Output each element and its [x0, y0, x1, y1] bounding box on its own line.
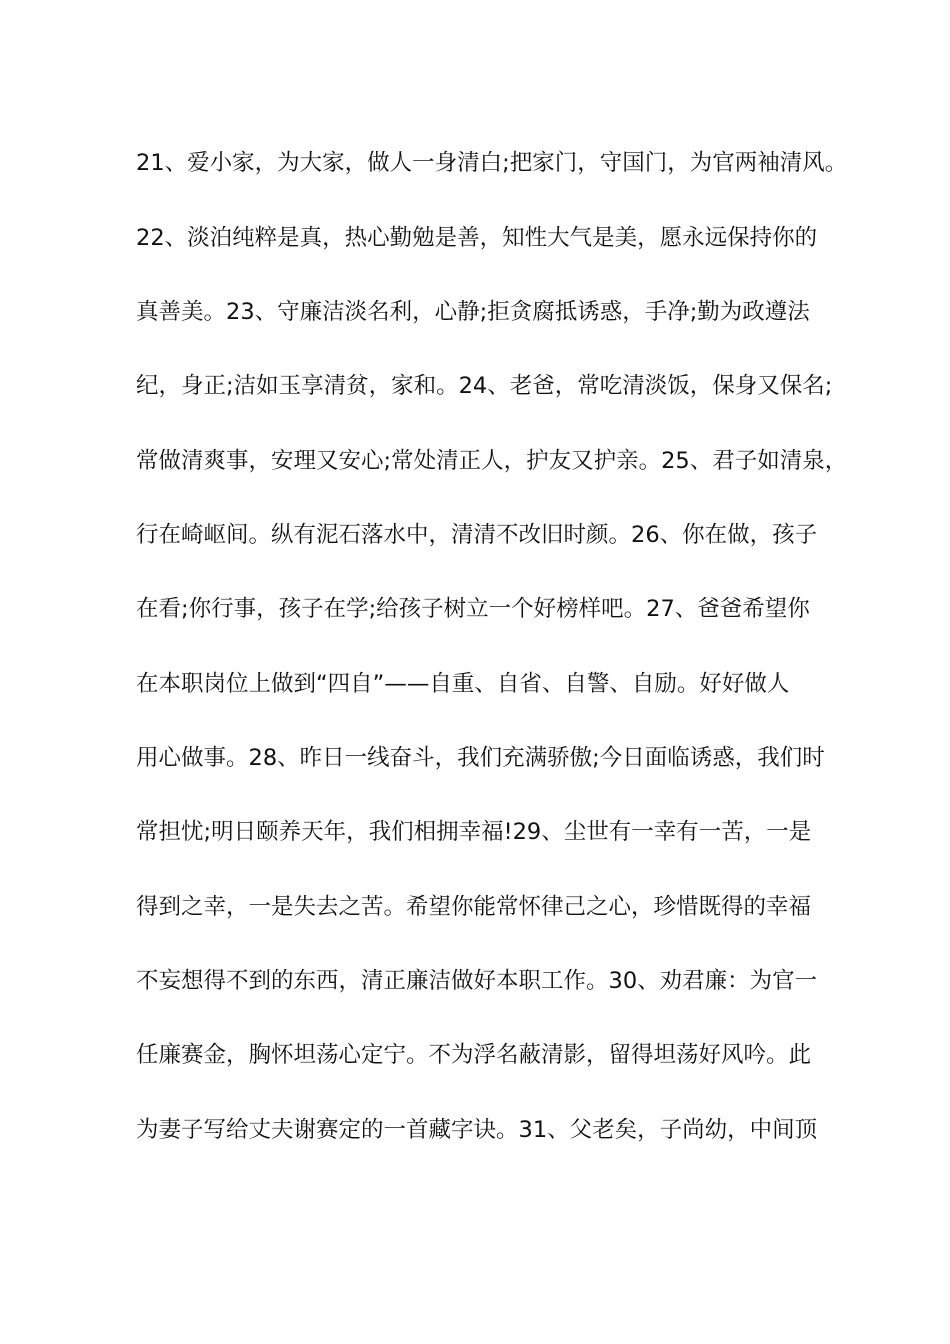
- text-line-7: 在看;你行事，孩子在学;给孩子树立一个好榜样吧。27、爸爸希望你: [136, 596, 810, 622]
- text-line-13: 任廉赛金，胸怀坦荡心定宁。不为浮名蔽清影，留得坦荡好风吟。此: [136, 1042, 812, 1068]
- text-line-1: 21、爱小家，为大家，做人一身清白;把家门，守国门，为官两袖清风。: [136, 150, 848, 176]
- text-line-10: 常担忧;明日颐养天年，我们相拥幸福!29、尘世有一幸有一苦，一是: [136, 819, 812, 845]
- text-line-14: 为妻子写给丈夫谢赛定的一首藏字诀。31、父老矣，子尚幼，中间顶: [136, 1117, 818, 1143]
- text-line-8: 在本职岗位上做到“四自”——自重、自省、自警、自励。好好做人: [136, 671, 790, 697]
- text-line-11: 得到之幸，一是失去之苦。希望你能常怀律己之心，珍惜既得的幸福: [136, 894, 812, 920]
- text-line-4: 纪，身正;洁如玉享清贫，家和。24、老爸，常吃清淡饭，保身又保名;: [136, 373, 833, 399]
- text-line-2: 22、淡泊纯粹是真，热心勤勉是善，知性大气是美，愿永远保持你的: [136, 225, 818, 251]
- text-line-12: 不妄想得不到的东西，清正廉洁做好本职工作。30、劝君廉：为官一: [136, 968, 818, 994]
- text-line-3: 真善美。23、守廉洁淡名利，心静;拒贪腐抵诱惑，手净;勤为政遵法: [136, 299, 810, 325]
- text-line-5: 常做清爽事，安理又安心;常处清正人，护友又护亲。25、君子如清泉，: [136, 448, 848, 474]
- text-line-9: 用心做事。28、昨日一线奋斗，我们充满骄傲;今日面临诱惑，我们时: [136, 745, 825, 771]
- text-line-6: 行在崎岖间。纵有泥石落水中，清清不改旧时颜。26、你在做，孩子: [136, 522, 818, 548]
